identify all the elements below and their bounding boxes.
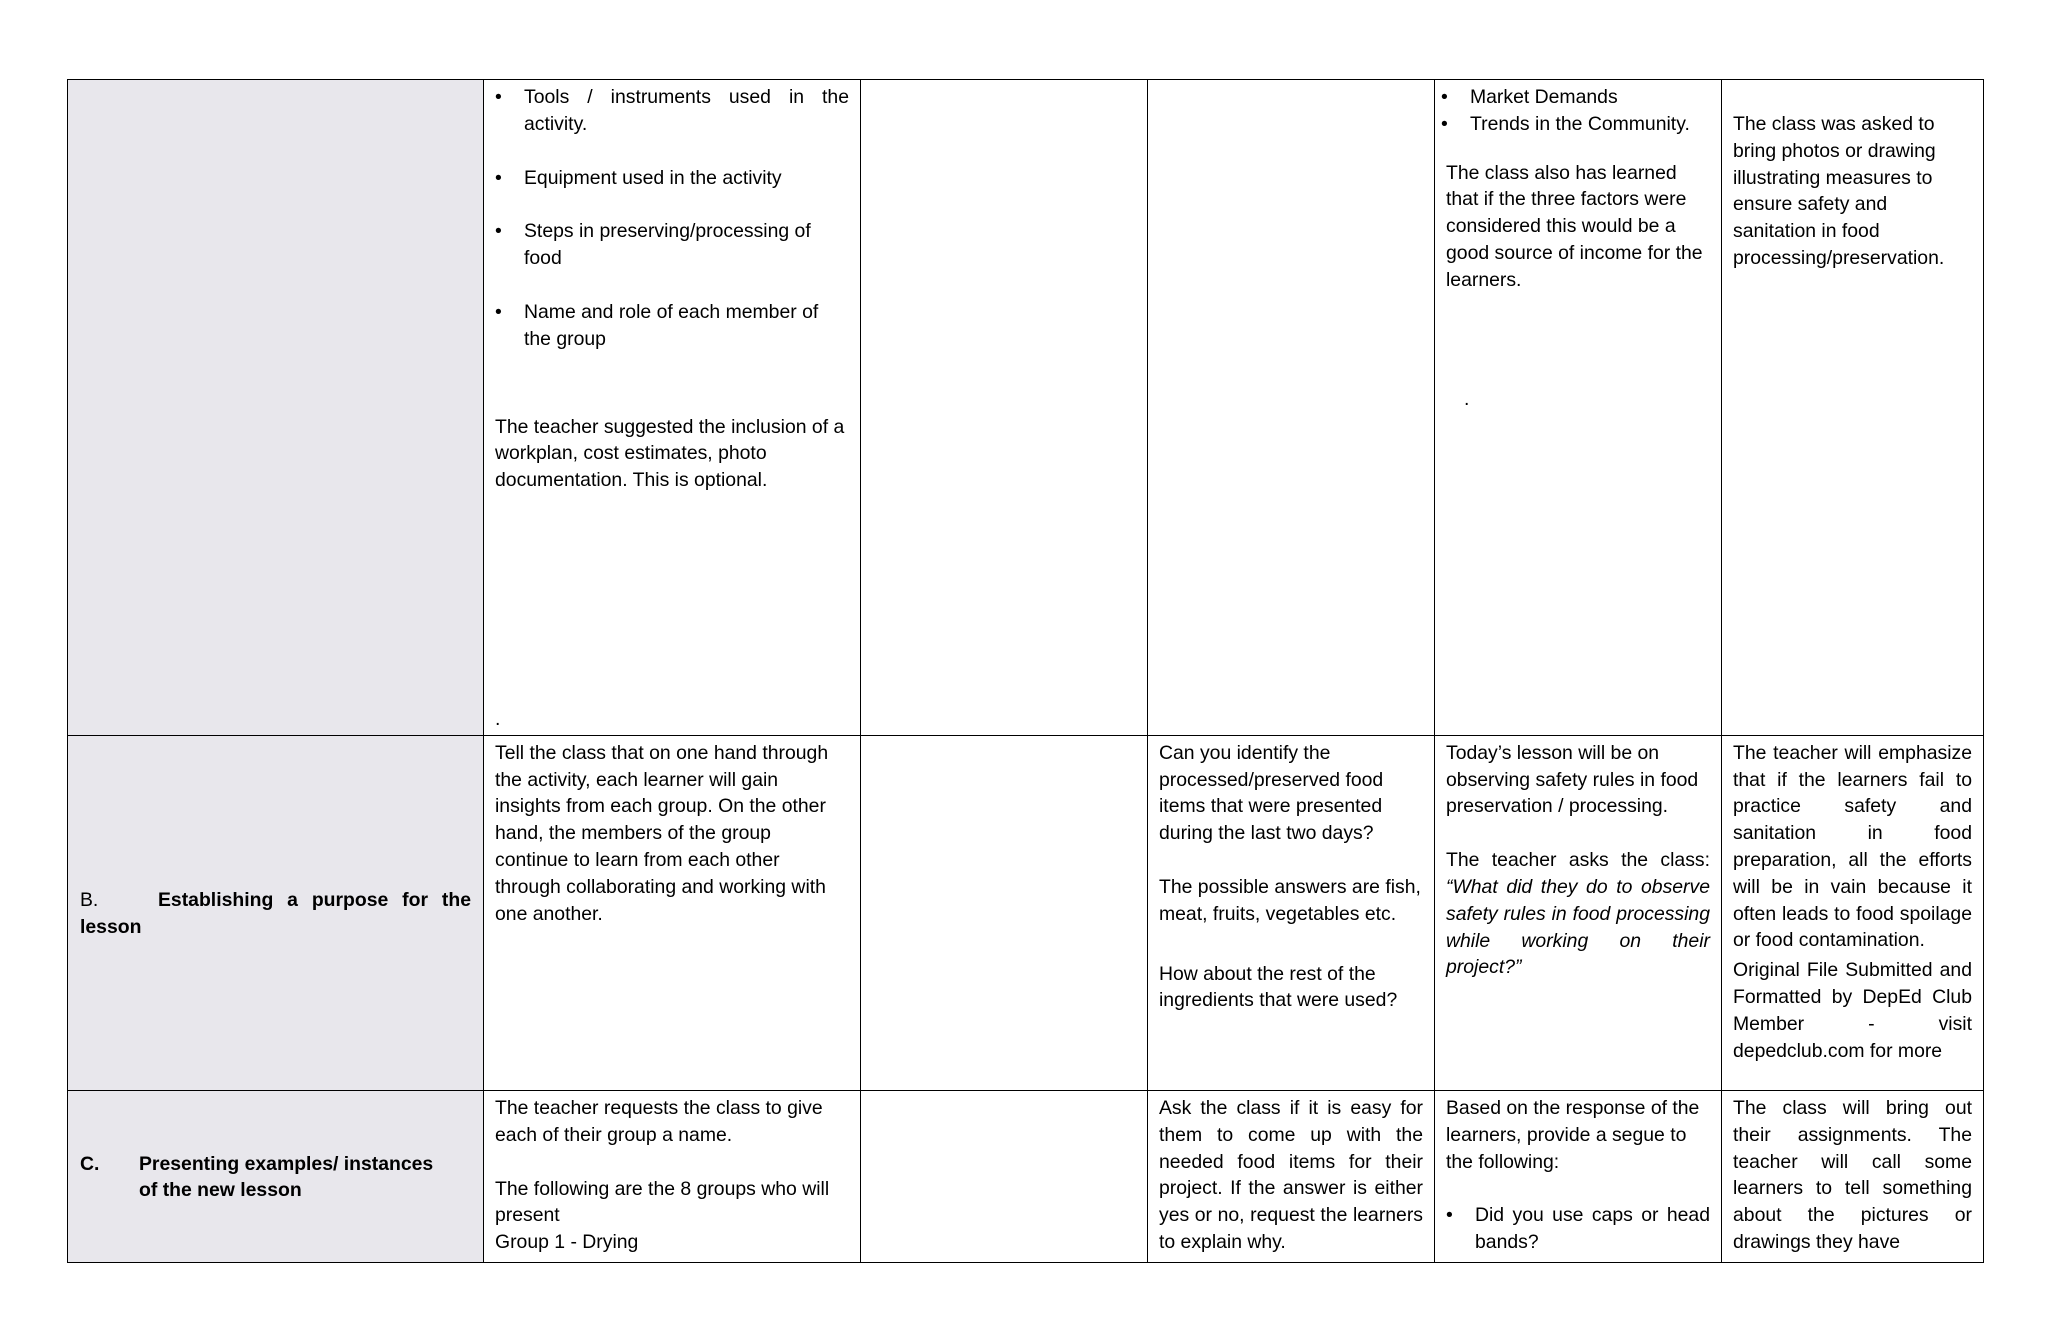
- row-label-presenting-examples: [68, 1090, 484, 1262]
- cell-empty: [1148, 80, 1435, 736]
- table-row: [68, 735, 1984, 1090]
- cell-emphasis: [1722, 735, 1984, 1090]
- activity-bullet-list: [495, 84, 849, 353]
- label-text: Establishing a purpose for the: [158, 889, 471, 912]
- label-line: [80, 1151, 472, 1205]
- cell-factors: [1435, 80, 1722, 736]
- table-row: [68, 1090, 1984, 1262]
- cell-questions: [1148, 1090, 1435, 1262]
- label-letter: B.: [80, 889, 99, 912]
- list-item: • Equipment used in the activity: [524, 165, 849, 192]
- cell-empty: [861, 1090, 1148, 1262]
- source-notice: Original File Submitted and Formatted by DepEd Club Member - visit depedclub.com for more: [1733, 959, 1972, 1062]
- list-item: • Tools / instruments used in the activity.: [524, 84, 849, 138]
- trailing-dot: .: [495, 707, 501, 730]
- row-label-empty: [68, 80, 484, 736]
- lesson-plan-table: [67, 79, 1984, 1263]
- cell-empty: [861, 735, 1148, 1090]
- cell-segue: [1435, 1090, 1722, 1262]
- segue-bullet-list: [1446, 1202, 1710, 1256]
- list-item: • Did you use caps or head bands?: [1475, 1202, 1710, 1256]
- ask-class-paragraph: Ask the class if it is easy for them to come up with the needed food items for their project. If the answer is either yes or no, request the learners to explain why.: [1159, 1096, 1423, 1253]
- group-name-paragraph: The teacher requests the class to give each of their group a name.: [495, 1096, 823, 1146]
- label-text: Presenting examples/ instances of the new lesson: [139, 1152, 434, 1202]
- factors-paragraph: The class also has learned that if the three factors were considered this would be a good source of income for the learners.: [1446, 161, 1703, 291]
- cell-activity: [484, 735, 861, 1090]
- cell-assignments: [1722, 1090, 1984, 1262]
- ingredients-question: How about the rest of the ingredients that were used?: [1159, 962, 1398, 1012]
- label-text-continued: lesson: [80, 915, 142, 938]
- trailing-dot: .: [1464, 387, 1470, 410]
- row-label-establishing-purpose: [68, 735, 484, 1090]
- assignment-paragraph: The class was asked to bring photos or drawing illustrating measures to ensure safety and sanitation in food processing/preservation.: [1733, 113, 1945, 269]
- purpose-paragraph: Tell the class that on one hand through the activity, each learner will gain insights from each group. On the other hand, the members of the group continue to learn from each other through collaborating and working with one another.: [495, 741, 829, 925]
- answers-paragraph: The possible answers are fish, meat, fruits, vegetables etc.: [1159, 876, 1421, 925]
- label-line: [80, 887, 471, 914]
- list-item: • Name and role of each member of the group: [524, 299, 849, 353]
- group-item: Group 1 - Drying: [495, 1231, 639, 1254]
- cell-lesson-focus: [1435, 735, 1722, 1090]
- table-row: [68, 80, 1984, 736]
- assignments-paragraph: The class will bring out their assignments. The teacher will call some learners to tell something about the pictures or drawings they have: [1733, 1096, 1972, 1253]
- label-letter: C.: [80, 1152, 100, 1175]
- lesson-focus-paragraph: Today’s lesson will be on observing safety rules in food preservation / processing.: [1446, 741, 1699, 818]
- groups-intro: The following are the 8 groups who will present: [495, 1177, 830, 1227]
- cell-activity: [484, 80, 861, 736]
- cell-activity: [484, 1090, 861, 1262]
- list-item: • Trends in the Community.: [1470, 111, 1710, 138]
- teacher-note: The teacher suggested the inclusion of a workplan, cost estimates, photo documentation. This is optional.: [495, 415, 845, 492]
- cell-questions: [1148, 735, 1435, 1090]
- factors-bullet-list: [1446, 84, 1710, 138]
- emphasis-paragraph: The teacher will emphasize that if the learners fail to practice safety and sanitation in food preparation, all the efforts will be in vain because it often leads to food spoilage or food contamination.: [1733, 741, 1972, 952]
- cell-assignment: [1722, 80, 1984, 736]
- teacher-asks-text: The teacher asks the class:: [1446, 849, 1710, 872]
- question-paragraph: Can you identify the processed/preserved food items that were presented during the last two days?: [1159, 741, 1384, 845]
- teacher-asks-paragraph: [1446, 847, 1710, 981]
- cell-empty: [861, 80, 1148, 736]
- list-item: • Market Demands: [1470, 84, 1710, 111]
- segue-paragraph: Based on the response of the learners, provide a segue to the following:: [1446, 1096, 1700, 1173]
- teacher-question-quote: “What did they do to observe safety rules in food processing while working on their project?”: [1446, 876, 1710, 979]
- list-item: • Steps in preserving/processing of food: [524, 218, 849, 272]
